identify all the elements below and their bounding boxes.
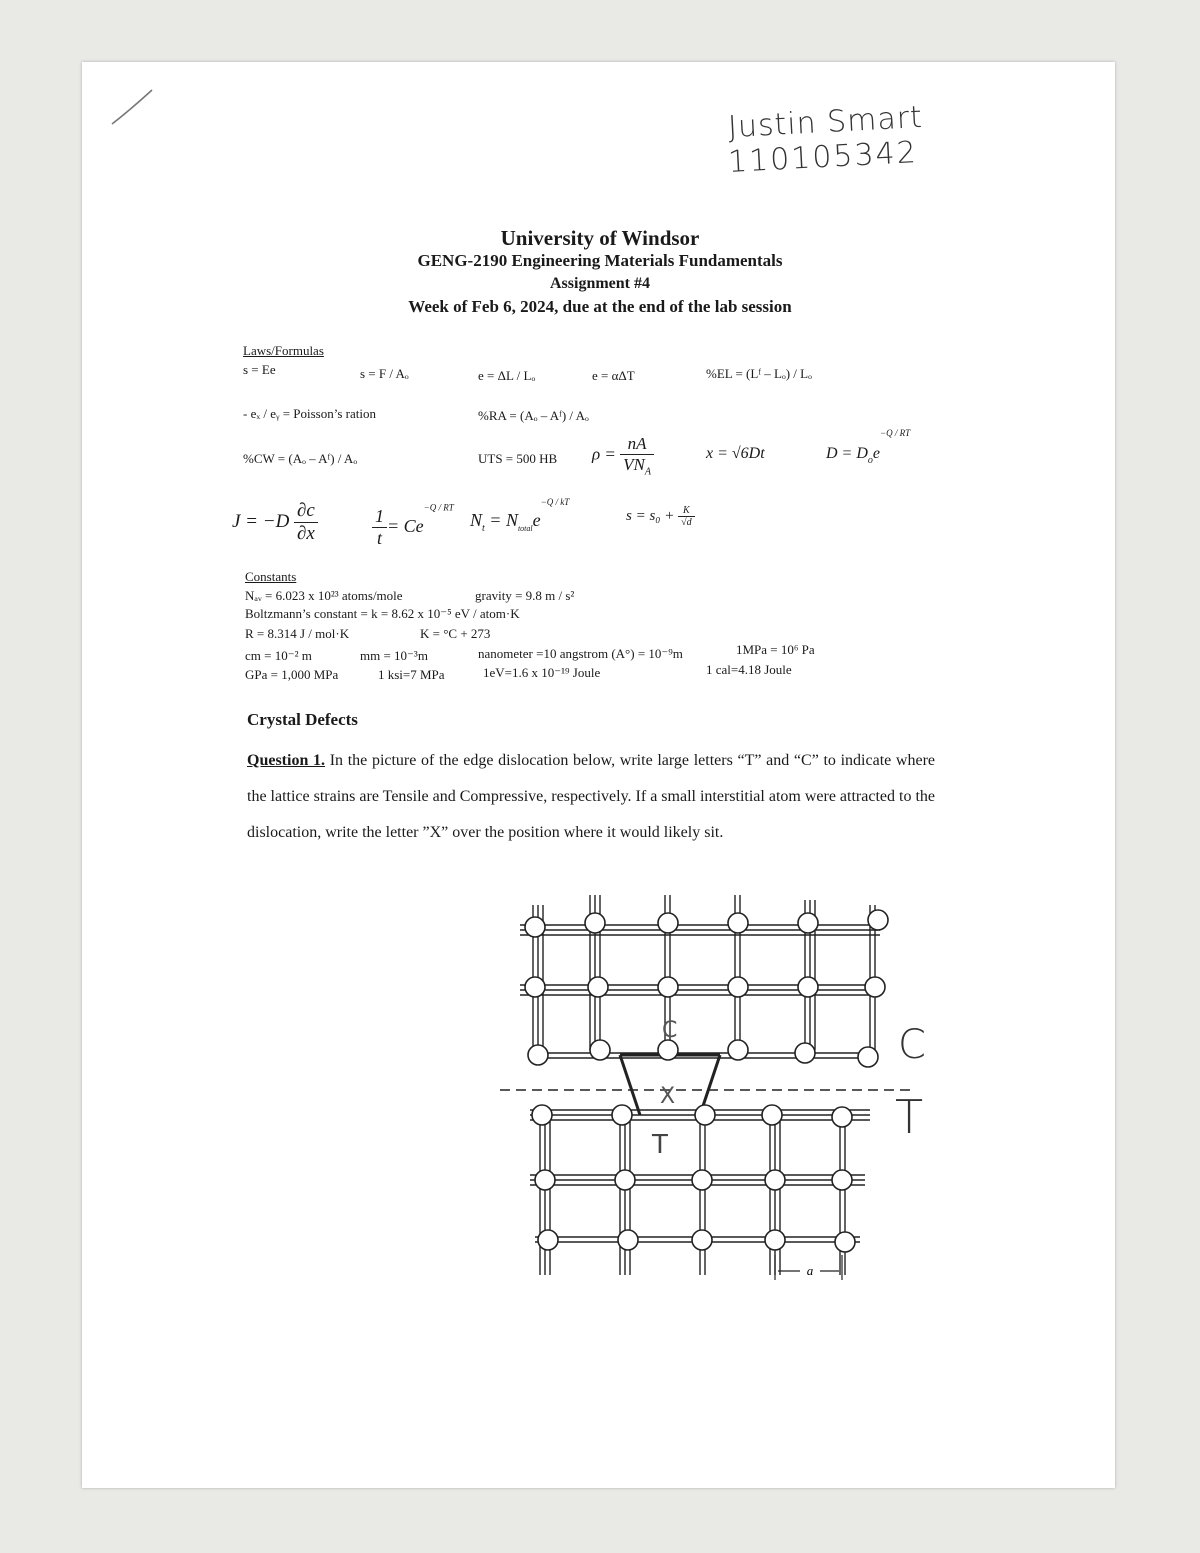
question-label: Question 1. xyxy=(247,752,326,769)
constant-ev: 1eV=1.6 x 10⁻¹⁹ Joule xyxy=(483,665,601,680)
check-mark-stroke xyxy=(100,80,160,130)
laws-heading: Laws/Formulas xyxy=(243,343,324,358)
formula-cold-work: %CW = (Aₒ – Aᶠ) / Aₒ xyxy=(243,451,358,466)
formula-vacancies xyxy=(470,496,570,534)
density-den-sub: A xyxy=(644,466,651,478)
fick-lhs: J = −D xyxy=(232,510,290,532)
dimension-label: a xyxy=(806,1263,814,1278)
rate-exponent: −Q / RT xyxy=(423,502,454,513)
vacancies-lhs-sub: t xyxy=(482,522,485,534)
constant-gas: R = 8.314 J / mol·K xyxy=(245,626,350,641)
fick-numerator: ∂c xyxy=(294,500,318,523)
diffusivity-exponent: −Q / RT xyxy=(880,428,911,438)
formula-diffusion-distance: x = √6Dt xyxy=(706,445,765,462)
question-paragraph xyxy=(247,743,935,851)
hall-petch-denominator: √d xyxy=(681,517,692,528)
constant-boltzmann: Boltzmann’s constant = k = 8.62 x 10⁻⁵ eV / atom·K xyxy=(245,606,520,621)
lattice-lines xyxy=(520,895,880,1275)
formula-hooke: s = Ee xyxy=(243,362,276,377)
section-title: Crystal Defects xyxy=(247,710,358,729)
constant-cm: cm = 10⁻² m xyxy=(245,648,312,663)
formula-elongation: %EL = (Lᶠ – Lₒ) / Lₒ xyxy=(706,366,812,381)
formula-reduction-area: %RA = (Aₒ – Aᶠ) / Aₒ xyxy=(478,408,589,423)
fick-denominator: ∂x xyxy=(297,523,315,544)
handwritten-c-lattice: C xyxy=(662,1018,678,1043)
rate-fraction xyxy=(372,506,387,549)
formula-uts: UTS = 500 HB xyxy=(478,451,558,466)
rate-numerator: 1 xyxy=(372,506,387,528)
density-fraction xyxy=(620,434,654,477)
constant-nanometer: nanometer =10 angstrom (A°) = 10⁻⁹m xyxy=(478,646,683,661)
vacancies-exponent: −Q / kT xyxy=(540,497,570,507)
vacancies-lhs: N xyxy=(470,510,483,530)
vacancies-sub: total xyxy=(517,523,533,533)
constant-kelvin: K = °C + 273 xyxy=(420,626,491,641)
fick-fraction xyxy=(294,500,318,545)
formula-thermal-strain: e = αΔT xyxy=(592,368,635,383)
assignment-title: Assignment #4 xyxy=(549,275,650,292)
formula-stress: s = F / Aₒ xyxy=(360,366,409,381)
formula-poisson: - eₓ / eᵧ = Poisson’s ration xyxy=(243,406,376,421)
constant-gravity: gravity = 9.8 m / s² xyxy=(475,588,575,603)
handwritten-name: Justin Smart xyxy=(727,99,924,146)
handwritten-x-lattice: X xyxy=(660,1084,676,1109)
question-text: In the picture of the edge dislocation below, write large letters “T” and “C” to indicate where the lattice strains are Tensile and Compressive, respectively. If a small interstitial atom were attracted to the dislocation, write the letter ”X” over the position where it would likely sit. xyxy=(247,752,936,841)
atoms xyxy=(525,910,888,1252)
hall-petch-numerator: K xyxy=(678,505,695,517)
constant-avogadro: Nₐᵥ = 6.023 x 10²³ atoms/mole xyxy=(245,588,403,603)
handwritten-c-side: C xyxy=(898,1022,926,1068)
rate-denominator: t xyxy=(376,528,382,548)
formula-fick xyxy=(232,500,318,545)
handwritten-student-id: 110105342 xyxy=(727,135,919,180)
constant-ksi: 1 ksi=7 MPa xyxy=(378,667,445,682)
course-title: GENG-2190 Engineering Materials Fundamentals xyxy=(417,251,783,270)
formula-diffusivity xyxy=(826,428,911,466)
lower-columns xyxy=(540,1115,845,1275)
diffusivity-e: e xyxy=(872,445,881,463)
constant-cal: 1 cal=4.18 Joule xyxy=(706,662,792,677)
formula-strain: e = ΔL / Lₒ xyxy=(478,368,536,383)
vacancies-eq: = N xyxy=(489,510,518,530)
density-denominator xyxy=(620,455,654,477)
university-title: University of Windsor xyxy=(500,226,700,250)
hall-petch-fraction xyxy=(678,505,695,528)
density-lhs: ρ = xyxy=(592,444,616,464)
hall-petch-lhs: s = s₀ + xyxy=(626,507,675,524)
constant-mpa: 1MPa = 10⁶ Pa xyxy=(736,642,815,657)
formula-density xyxy=(592,434,654,477)
due-line: Week of Feb 6, 2024, due at the end of the lab session xyxy=(408,297,792,316)
constant-gpa: GPa = 1,000 MPa xyxy=(245,667,339,682)
constant-mm: mm = 10⁻³m xyxy=(360,648,428,663)
density-den-text: VN xyxy=(623,455,645,474)
constants-heading: Constants xyxy=(245,569,297,584)
upper-columns xyxy=(533,895,875,1055)
formula-rate xyxy=(372,492,454,548)
rate-rhs: = Ce xyxy=(387,515,424,536)
diffusivity-sub: o xyxy=(867,454,873,466)
edge-dislocation-figure xyxy=(490,885,910,1285)
density-numerator: nA xyxy=(620,434,654,455)
handwritten-t-side: T xyxy=(895,1090,924,1144)
diffusivity-base: D = D xyxy=(826,445,868,463)
vacancies-e: e xyxy=(532,510,541,530)
formula-hall-petch xyxy=(626,505,695,528)
handwritten-t-lattice: T xyxy=(652,1130,668,1160)
